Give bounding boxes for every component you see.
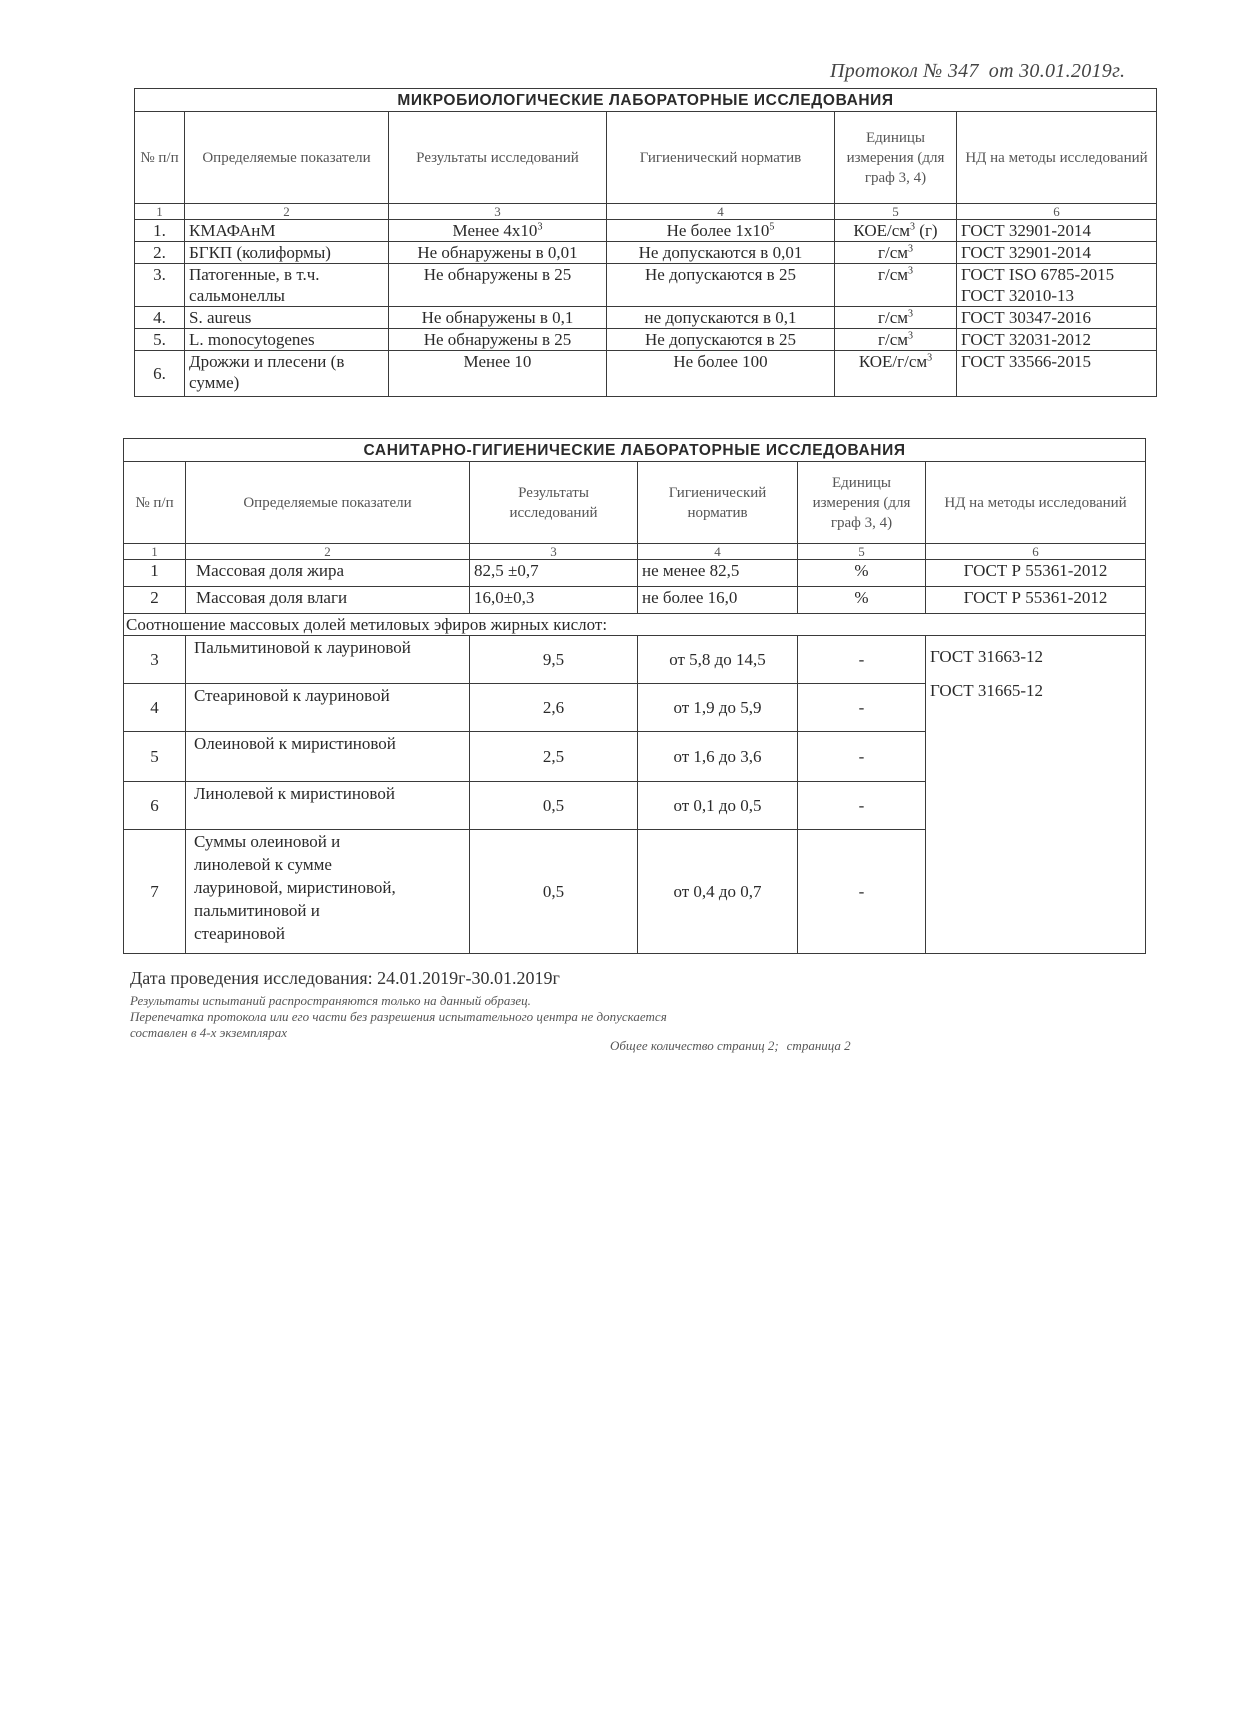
method-standard: ГОСТ ISO 6785-2015 ГОСТ 32010-13 xyxy=(957,264,1157,307)
page-count xyxy=(610,1038,851,1054)
sanit-header-unit: Единицы измерения (для граф 3, 4) xyxy=(798,462,926,544)
norm-value: Не допускаются в 0,01 xyxy=(607,242,835,264)
result-value: Не обнаружены в 25 xyxy=(389,329,607,351)
method-standard: ГОСТ Р 55361-2012 xyxy=(926,560,1146,587)
micro-colnum: 6 xyxy=(957,204,1157,220)
result-value: Менее 10 xyxy=(389,351,607,397)
footer-note: составлен в 4-х экземплярах xyxy=(130,1025,288,1040)
result-value: 16,0±0,3 xyxy=(470,587,638,614)
norm-value: от 5,8 до 14,5 xyxy=(638,636,798,684)
page-total: Общее количество страниц 2; xyxy=(610,1038,779,1053)
unit-value: $г/см^3$ xyxy=(835,242,957,264)
indicator-name: Пальмитиновой к лауриновой xyxy=(186,636,470,684)
row-number: 3 xyxy=(124,636,186,684)
table-row xyxy=(135,351,1157,397)
row-number: 3. xyxy=(135,264,185,307)
norm-value: не более 16,0 xyxy=(638,587,798,614)
method-standard: ГОСТ 33566-2015 xyxy=(957,351,1157,397)
micro-colnum: 1 xyxy=(135,204,185,220)
indicator-name: S. aureus xyxy=(185,307,389,329)
norm-value: Не более $1х10^5$ xyxy=(607,220,835,242)
table-row xyxy=(135,329,1157,351)
sanit-title: САНИТАРНО-ГИГИЕНИЧЕСКИЕ ЛАБОРАТОРНЫЕ ИССЛЕДОВАНИЯ xyxy=(124,439,1146,462)
result-value: 2,5 xyxy=(470,732,638,782)
unit-value: КОЕ/$г/см^3$ xyxy=(835,351,957,397)
row-number: 4. xyxy=(135,307,185,329)
row-number: 5. xyxy=(135,329,185,351)
norm-value: от 0,4 до 0,7 xyxy=(638,830,798,954)
micro-table xyxy=(134,88,1157,397)
micro-header-indicator: Определяемые показатели xyxy=(185,112,389,204)
result-value: Не обнаружены в 0,1 xyxy=(389,307,607,329)
result-value: 0,5 xyxy=(470,830,638,954)
norm-value: от 0,1 до 0,5 xyxy=(638,782,798,830)
micro-title: МИКРОБИОЛОГИЧЕСКИЕ ЛАБОРАТОРНЫЕ ИССЛЕДОВАНИЯ xyxy=(135,89,1157,112)
table-row xyxy=(124,636,1146,684)
table-row xyxy=(135,242,1157,264)
norm-value: не менее 82,5 xyxy=(638,560,798,587)
research-date: Дата проведения исследования: 24.01.2019г-30.01.2019г xyxy=(130,968,560,988)
micro-colnum: 2 xyxy=(185,204,389,220)
footer-note: Результаты испытаний распространяются только на данный образец. xyxy=(130,993,531,1008)
sanit-colnum: 6 xyxy=(926,544,1146,560)
table-row xyxy=(135,307,1157,329)
unit-value: - xyxy=(798,732,926,782)
sanit-header-indicator: Определяемые показатели xyxy=(186,462,470,544)
row-number: 2 xyxy=(124,587,186,614)
method-standard: ГОСТ 31663-12 xyxy=(930,647,1044,666)
result-value: Не обнаружены в 0,01 xyxy=(389,242,607,264)
page-current: страница 2 xyxy=(786,1038,851,1053)
unit-value: - xyxy=(798,782,926,830)
table-row xyxy=(124,560,1146,587)
unit-value: $г/см^3$ xyxy=(835,307,957,329)
indicator-name: КМАФАнМ xyxy=(185,220,389,242)
micro-header-method: НД на методы исследований xyxy=(957,112,1157,204)
result-value: Не обнаружены в 25 xyxy=(389,264,607,307)
sanit-colnum: 5 xyxy=(798,544,926,560)
result-value: 82,5 ±0,7 xyxy=(470,560,638,587)
sanit-colnum: 1 xyxy=(124,544,186,560)
norm-value: Не допускаются в 25 xyxy=(607,329,835,351)
result-value: Менее $4х10^3$ xyxy=(389,220,607,242)
norm-value: от 1,9 до 5,9 xyxy=(638,684,798,732)
micro-header-result: Результаты исследований xyxy=(389,112,607,204)
unit-value: - xyxy=(798,636,926,684)
indicator-name: Стеариновой к лауриновой xyxy=(186,684,470,732)
sanit-header-result: Результаты исследований xyxy=(470,462,638,544)
method-standard: ГОСТ 32031-2012 xyxy=(957,329,1157,351)
method-standard: ГОСТ Р 55361-2012 xyxy=(926,587,1146,614)
micro-header-unit: Единицы измерения (для граф 3, 4) xyxy=(835,112,957,204)
table-row xyxy=(135,264,1157,307)
indicator-name: Массовая доля жира xyxy=(186,560,470,587)
footer-note: Перепечатка протокола или его части без разрешения испытательного центра не допускается xyxy=(130,1009,667,1024)
ratio-section-title: Соотношение массовых долей метиловых эфиров жирных кислот: xyxy=(124,614,1146,636)
indicator-name: L. monocytogenes xyxy=(185,329,389,351)
norm-value: Не допускаются в 25 xyxy=(607,264,835,307)
norm-value: не допускаются в 0,1 xyxy=(607,307,835,329)
protocol-number: Протокол № 347 xyxy=(830,60,979,82)
indicator-name: Олеиновой к миристиновой xyxy=(186,732,470,782)
indicator-name: Дрожжи и плесени (в сумме) xyxy=(185,351,389,397)
sanit-table xyxy=(123,438,1146,954)
unit-value: КОЕ/$см^3$ (г) xyxy=(835,220,957,242)
sanit-colnum: 4 xyxy=(638,544,798,560)
row-number: 7 xyxy=(124,830,186,954)
unit-value: % xyxy=(798,560,926,587)
sanit-header-norm: Гигиенический норматив xyxy=(638,462,798,544)
norm-value: Не более 100 xyxy=(607,351,835,397)
unit-value: - xyxy=(798,684,926,732)
sanit-colnum: 2 xyxy=(186,544,470,560)
table-row xyxy=(135,220,1157,242)
method-standard-group xyxy=(926,636,1146,954)
result-value: 9,5 xyxy=(470,636,638,684)
row-number: 5 xyxy=(124,732,186,782)
row-number: 1. xyxy=(135,220,185,242)
norm-value: от 1,6 до 3,6 xyxy=(638,732,798,782)
micro-colnum: 5 xyxy=(835,204,957,220)
method-standard: ГОСТ 30347-2016 xyxy=(957,307,1157,329)
unit-value: $г/см^3$ xyxy=(835,329,957,351)
row-number: 4 xyxy=(124,684,186,732)
unit-value: - xyxy=(798,830,926,954)
row-number: 2. xyxy=(135,242,185,264)
indicator-name: Суммы олеиновой и линолевой к сумме лауриновой, миристиновой, пальмитиновой и стеариновой xyxy=(186,830,470,954)
indicator-name: Линолевой к миристиновой xyxy=(186,782,470,830)
method-standard: ГОСТ 32901-2014 xyxy=(957,220,1157,242)
method-standard: ГОСТ 32901-2014 xyxy=(957,242,1157,264)
row-number: 1 xyxy=(124,560,186,587)
micro-header-norm: Гигиенический норматив xyxy=(607,112,835,204)
micro-header-num: № п/п xyxy=(135,112,185,204)
protocol-header xyxy=(830,60,1125,83)
result-value: 0,5 xyxy=(470,782,638,830)
unit-value: % xyxy=(798,587,926,614)
indicator-name: БГКП (колиформы) xyxy=(185,242,389,264)
sanit-header-method: НД на методы исследований xyxy=(926,462,1146,544)
sanit-header-num: № п/п xyxy=(124,462,186,544)
indicator-name: Массовая доля влаги xyxy=(186,587,470,614)
protocol-date: от 30.01.2019г. xyxy=(988,60,1126,82)
method-standard: ГОСТ 31665-12 xyxy=(930,681,1044,700)
micro-colnum: 4 xyxy=(607,204,835,220)
indicator-name: Патогенные, в т.ч. сальмонеллы xyxy=(185,264,389,307)
row-number: 6. xyxy=(135,351,185,397)
row-number: 6 xyxy=(124,782,186,830)
result-value: 2,6 xyxy=(470,684,638,732)
sanit-colnum: 3 xyxy=(470,544,638,560)
micro-colnum: 3 xyxy=(389,204,607,220)
table-row xyxy=(124,587,1146,614)
unit-value: $г/см^3$ xyxy=(835,264,957,307)
footer xyxy=(130,968,667,1041)
